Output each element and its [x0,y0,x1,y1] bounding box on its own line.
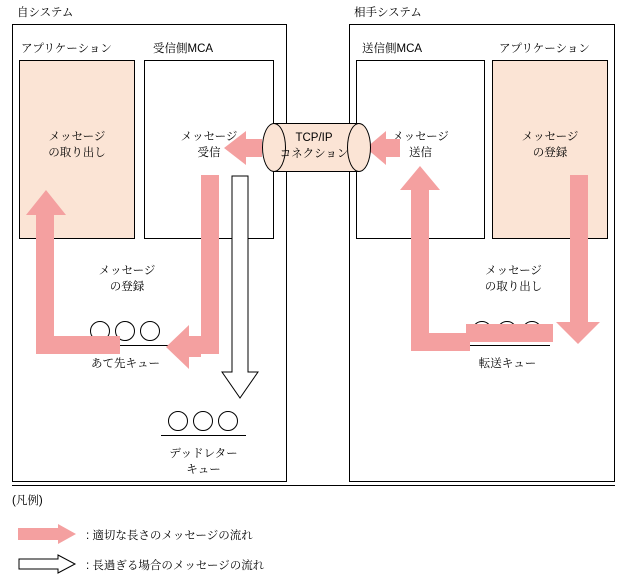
local-app-box-title: アプリケーション [21,43,112,55]
remote-app-box-text-line2: の登録 [532,147,568,159]
arrow-transfer-queue-horizontal [411,333,470,351]
remote-mca-box-text-line2: 送信 [409,147,432,159]
arrow-send-mca-to-connection [366,131,400,165]
local-register-label-line2: の登録 [109,281,145,293]
legend-item-1-text: : 長過ぎる場合のメッセージの流れ [86,560,265,572]
arrow-receive-mca-down [201,175,219,354]
local-mca-box-title: 受信側MCA [153,43,214,55]
tcpip-connection-label-line2: コネクション [279,148,349,160]
remote-system-title: 相手システム [354,7,422,19]
dead-letter-queue-label-line1: デッドレター [169,448,238,460]
remote-app-box-text-line1: メッセージ [521,131,579,143]
remote-takeout-label-line2: の取り出し [484,281,543,293]
arrow-transfer-queue-to-send-mca [400,166,440,342]
local-mca-box-text-line1: メッセージ [180,131,238,143]
transfer-queue-label: 転送キュー [478,358,537,370]
remote-mca-box-title: 送信側MCA [362,43,423,55]
arrow-into-dest-queue [166,325,201,369]
arrow-remote-app-to-transfer-queue [556,175,600,344]
dead-letter-queue-label-line2: キュー [186,464,221,476]
local-system-title: 自システム [17,7,74,19]
remote-takeout-label-line1: メッセージ [485,265,542,277]
legend-title: (凡例) [12,495,43,507]
local-app-box-text-line2: の取り出し [48,147,106,159]
local-mca-box-text-line2: 受信 [197,147,221,159]
arrow-transfer-queue-left-segment [466,324,553,342]
dest-queue-label: あて先キュー [91,358,160,370]
legend-item-0-text: : 適切な長さのメッセージの流れ [86,530,253,542]
tcpip-connection-label-line1: TCP/IP [295,132,333,144]
arrow-dest-queue-to-application [26,190,66,354]
local-app-box-text-line1: メッセージ [48,131,106,143]
arrow-outline-to-dead-letter-queue [222,176,258,398]
arrow-connection-to-receive-mca [224,131,262,165]
remote-app-box-title: アプリケーション [499,43,590,55]
local-register-label-line1: メッセージ [98,265,156,277]
remote-mca-box-text-line1: メッセージ [392,131,449,143]
